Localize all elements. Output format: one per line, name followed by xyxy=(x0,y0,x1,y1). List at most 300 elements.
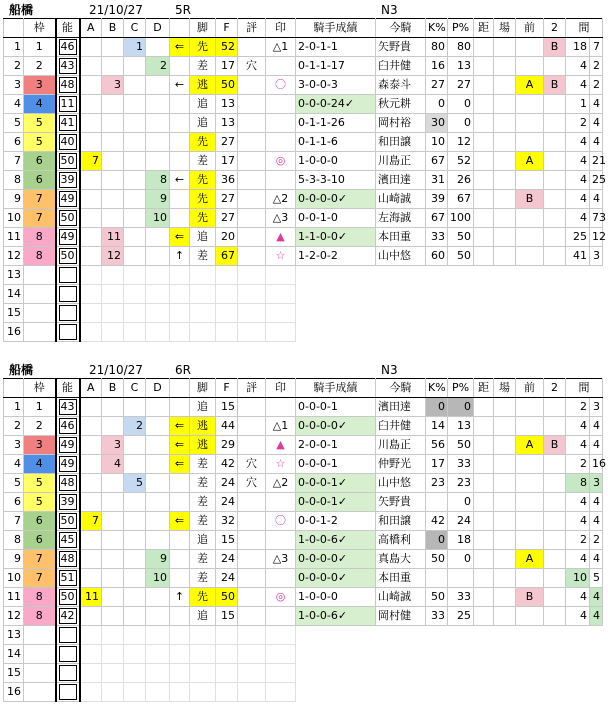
empty-cell xyxy=(494,645,516,664)
column-header xyxy=(170,379,190,398)
table-row xyxy=(4,247,603,266)
empty-row xyxy=(4,683,603,702)
ni-cell xyxy=(544,607,566,626)
k-pct-cell: 33 xyxy=(426,228,448,247)
col-c-cell xyxy=(124,228,146,247)
arrow-cell xyxy=(170,209,190,228)
col-b-cell: 12 xyxy=(102,247,124,266)
column-header: A xyxy=(80,379,102,398)
ni-cell xyxy=(544,474,566,493)
row-number: 4 xyxy=(4,95,24,114)
k-pct-cell: 80 xyxy=(426,38,448,57)
empty-cell xyxy=(124,304,146,323)
kishu-cell: 森泰斗 xyxy=(376,76,426,95)
kan-2-cell: 12 xyxy=(590,228,603,247)
col-d-cell xyxy=(146,114,170,133)
mae-cell xyxy=(516,607,544,626)
col-c-cell xyxy=(124,569,146,588)
nou-cell xyxy=(56,152,80,171)
f-cell: 44 xyxy=(216,417,238,436)
empty-cell xyxy=(376,645,426,664)
seiseki-cell: 1-2-0-2 xyxy=(296,247,376,266)
waku-cell xyxy=(24,645,56,664)
empty-cell xyxy=(238,683,266,702)
mae-cell: B xyxy=(516,190,544,209)
table-row xyxy=(4,133,603,152)
col-c-cell xyxy=(124,133,146,152)
waku-cell: 1 xyxy=(24,398,56,417)
nou-value: 43 xyxy=(60,59,75,72)
col-a-cell xyxy=(80,228,102,247)
col-c-cell xyxy=(124,607,146,626)
nou-value: 48 xyxy=(60,476,75,489)
seiseki-cell: 2-0-1-1 xyxy=(296,38,376,57)
waku-cell: 7 xyxy=(24,190,56,209)
column-header: 印 xyxy=(266,19,296,38)
hyo-cell xyxy=(238,493,266,512)
row-number: 16 xyxy=(4,323,24,342)
nou-value xyxy=(59,267,77,283)
kan-1-cell: 4 xyxy=(566,588,590,607)
p-pct-cell: 12 xyxy=(448,133,474,152)
nou-value: 43 xyxy=(60,400,75,413)
empty-cell xyxy=(296,683,376,702)
seiseki-cell: 1-0-0-6✓ xyxy=(296,531,376,550)
shirushi-cell xyxy=(266,493,296,512)
col-b-cell xyxy=(102,152,124,171)
col-d-cell xyxy=(146,95,170,114)
nou-value: 39 xyxy=(60,495,75,508)
arrow-cell: ↑ xyxy=(170,588,190,607)
column-header: 今騎 xyxy=(376,19,426,38)
empty-cell xyxy=(80,285,102,304)
kyaku-cell: 差 xyxy=(190,512,216,531)
nou-cell xyxy=(56,569,80,588)
col-a-cell xyxy=(80,38,102,57)
kyo-cell xyxy=(474,228,494,247)
p-pct-cell: 50 xyxy=(448,247,474,266)
table-row xyxy=(4,607,603,626)
ni-cell xyxy=(544,95,566,114)
waku-cell: 5 xyxy=(24,133,56,152)
hyo-cell xyxy=(238,531,266,550)
shirushi-cell xyxy=(266,114,296,133)
kishu-cell: 川島正 xyxy=(376,436,426,455)
row-number: 12 xyxy=(4,247,24,266)
f-cell: 24 xyxy=(216,474,238,493)
kyo-cell xyxy=(474,474,494,493)
column-header: 前 xyxy=(516,379,544,398)
col-a-cell xyxy=(80,436,102,455)
empty-cell xyxy=(566,626,590,645)
kan-2-cell: 4 xyxy=(590,493,603,512)
kyaku-cell: 追 xyxy=(190,228,216,247)
seiseki-cell: 1-0-0-6✓ xyxy=(296,607,376,626)
col-b-cell xyxy=(102,588,124,607)
waku-cell: 3 xyxy=(24,76,56,95)
kan-1-cell: 4 xyxy=(566,57,590,76)
p-pct-cell: 100 xyxy=(448,209,474,228)
empty-cell xyxy=(80,323,102,342)
ba-cell xyxy=(494,57,516,76)
column-header: 騎手成績 xyxy=(296,19,376,38)
col-c-cell xyxy=(124,247,146,266)
row-number: 7 xyxy=(4,152,24,171)
venue: 船橋 xyxy=(9,3,34,17)
race-header xyxy=(3,2,603,19)
nou-value: 51 xyxy=(60,571,75,584)
row-number: 15 xyxy=(4,664,24,683)
empty-cell xyxy=(266,664,296,683)
empty-cell xyxy=(216,683,238,702)
shirushi-cell: ☆ xyxy=(266,455,296,474)
table-row xyxy=(4,493,603,512)
hyo-cell xyxy=(238,550,266,569)
empty-cell xyxy=(80,266,102,285)
empty-cell xyxy=(448,304,474,323)
nou-cell xyxy=(56,190,80,209)
row-number: 5 xyxy=(4,114,24,133)
table-row xyxy=(4,57,603,76)
col-d-cell: 9 xyxy=(146,550,170,569)
nou-cell xyxy=(56,114,80,133)
col-a-cell xyxy=(80,531,102,550)
kan-1-cell: 18 xyxy=(566,38,590,57)
empty-cell xyxy=(146,645,170,664)
mae-cell xyxy=(516,512,544,531)
k-pct-cell: 67 xyxy=(426,209,448,228)
col-c-cell xyxy=(124,190,146,209)
k-pct-cell: 0 xyxy=(426,531,448,550)
col-d-cell xyxy=(146,398,170,417)
empty-cell xyxy=(474,266,494,285)
ni-cell xyxy=(544,550,566,569)
kyaku-cell: 差 xyxy=(190,57,216,76)
date: 21/10/27 xyxy=(89,3,143,17)
nou-value: 50 xyxy=(60,211,75,224)
empty-cell xyxy=(566,664,590,683)
p-pct-cell: 67 xyxy=(448,190,474,209)
row-number: 1 xyxy=(4,38,24,57)
f-cell: 17 xyxy=(216,57,238,76)
nou-cell xyxy=(56,455,80,474)
empty-cell xyxy=(544,645,566,664)
kyaku-cell: 逃 xyxy=(190,417,216,436)
col-c-cell xyxy=(124,455,146,474)
empty-cell xyxy=(266,626,296,645)
shirushi-cell xyxy=(266,569,296,588)
row-number: 5 xyxy=(4,474,24,493)
empty-cell xyxy=(376,683,426,702)
waku-cell: 8 xyxy=(24,607,56,626)
seiseki-cell: 0-1-1-26 xyxy=(296,114,376,133)
column-header: 騎手成績 xyxy=(296,379,376,398)
col-d-cell xyxy=(146,38,170,57)
kyo-cell xyxy=(474,95,494,114)
arrow-cell xyxy=(170,398,190,417)
seiseki-cell: 0-0-0-1 xyxy=(296,455,376,474)
empty-cell xyxy=(238,304,266,323)
col-c-cell xyxy=(124,531,146,550)
ni-cell xyxy=(544,114,566,133)
nou-cell xyxy=(56,38,80,57)
empty-cell xyxy=(296,323,376,342)
f-cell: 15 xyxy=(216,398,238,417)
empty-cell xyxy=(544,323,566,342)
nou-cell xyxy=(56,95,80,114)
f-cell: 50 xyxy=(216,588,238,607)
column-header: F xyxy=(216,19,238,38)
kan-2-cell: 21 xyxy=(590,152,603,171)
empty-cell xyxy=(448,645,474,664)
f-cell: 24 xyxy=(216,493,238,512)
ni-cell xyxy=(544,531,566,550)
table-row xyxy=(4,95,603,114)
seiseki-cell: 0-1-1-6 xyxy=(296,133,376,152)
empty-cell xyxy=(494,626,516,645)
waku-cell xyxy=(24,683,56,702)
col-b-cell xyxy=(102,607,124,626)
empty-cell xyxy=(566,323,590,342)
kyaku-cell: 先 xyxy=(190,190,216,209)
kan-1-cell: 41 xyxy=(566,247,590,266)
kyaku-cell: 逃 xyxy=(190,76,216,95)
hyo-cell xyxy=(238,417,266,436)
waku-cell: 8 xyxy=(24,228,56,247)
kan-1-cell: 2 xyxy=(566,531,590,550)
column-header: K% xyxy=(426,19,448,38)
k-pct-cell: 14 xyxy=(426,417,448,436)
shirushi-cell xyxy=(266,171,296,190)
kishu-cell: 矢野貴 xyxy=(376,38,426,57)
nou-value xyxy=(59,324,77,340)
empty-row xyxy=(4,323,603,342)
hyo-cell xyxy=(238,38,266,57)
table-row xyxy=(4,228,603,247)
empty-cell xyxy=(376,285,426,304)
empty-row xyxy=(4,664,603,683)
kyaku-cell: 差 xyxy=(190,550,216,569)
row-number: 2 xyxy=(4,57,24,76)
table-row xyxy=(4,417,603,436)
empty-cell xyxy=(516,626,544,645)
mae-cell: A xyxy=(516,152,544,171)
row-number: 9 xyxy=(4,550,24,569)
f-cell: 36 xyxy=(216,171,238,190)
empty-cell xyxy=(170,683,190,702)
kan-1-cell: 4 xyxy=(566,417,590,436)
empty-cell xyxy=(448,664,474,683)
row-number: 14 xyxy=(4,285,24,304)
empty-cell xyxy=(80,645,102,664)
empty-cell xyxy=(266,304,296,323)
ba-cell xyxy=(494,455,516,474)
kishu-cell: 左海誠 xyxy=(376,209,426,228)
col-a-cell: 7 xyxy=(80,512,102,531)
nou-cell xyxy=(56,57,80,76)
kyaku-cell: 追 xyxy=(190,398,216,417)
ni-cell xyxy=(544,569,566,588)
hyo-cell xyxy=(238,588,266,607)
arrow-cell xyxy=(170,114,190,133)
empty-cell xyxy=(448,626,474,645)
shirushi-cell: 〇 xyxy=(266,76,296,95)
empty-cell xyxy=(544,304,566,323)
hyo-cell xyxy=(238,95,266,114)
nou-cell xyxy=(56,209,80,228)
col-d-cell xyxy=(146,531,170,550)
nou-cell xyxy=(56,323,80,342)
nou-cell xyxy=(56,171,80,190)
mae-cell xyxy=(516,569,544,588)
mae-cell: A xyxy=(516,550,544,569)
f-cell: 17 xyxy=(216,152,238,171)
mae-cell xyxy=(516,247,544,266)
kyo-cell xyxy=(474,57,494,76)
waku-cell: 7 xyxy=(24,569,56,588)
nou-value: 45 xyxy=(60,533,75,546)
row-number: 9 xyxy=(4,190,24,209)
empty-cell xyxy=(146,266,170,285)
k-pct-cell: 23 xyxy=(426,474,448,493)
column-header: 前 xyxy=(516,19,544,38)
kyo-cell xyxy=(474,398,494,417)
empty-cell xyxy=(238,323,266,342)
p-pct-cell: 33 xyxy=(448,588,474,607)
mae-cell xyxy=(516,455,544,474)
seiseki-cell: 0-0-0-24✓ xyxy=(296,95,376,114)
nou-value: 50 xyxy=(60,514,75,527)
ba-cell xyxy=(494,588,516,607)
col-a-cell xyxy=(80,474,102,493)
ni-cell xyxy=(544,455,566,474)
ni-cell xyxy=(544,512,566,531)
row-number: 3 xyxy=(4,76,24,95)
nou-cell xyxy=(56,417,80,436)
row-number: 10 xyxy=(4,569,24,588)
hyo-cell xyxy=(238,190,266,209)
empty-cell xyxy=(494,304,516,323)
column-header: 評 xyxy=(238,19,266,38)
empty-cell xyxy=(376,266,426,285)
empty-cell xyxy=(190,664,216,683)
race-header xyxy=(3,362,603,379)
nou-value xyxy=(59,286,77,302)
row-number: 13 xyxy=(4,266,24,285)
waku-cell: 8 xyxy=(24,588,56,607)
empty-cell xyxy=(266,323,296,342)
kan-2-cell: 25 xyxy=(590,171,603,190)
hyo-cell xyxy=(238,512,266,531)
nou-value: 42 xyxy=(60,609,75,622)
waku-cell: 5 xyxy=(24,474,56,493)
k-pct-cell: 31 xyxy=(426,171,448,190)
seiseki-cell: 0-0-0-0✓ xyxy=(296,550,376,569)
col-a-cell xyxy=(80,114,102,133)
waku-cell xyxy=(24,626,56,645)
col-c-cell xyxy=(124,588,146,607)
ni-cell xyxy=(544,133,566,152)
column-header: 2 xyxy=(544,379,566,398)
column-header xyxy=(170,19,190,38)
col-a-cell xyxy=(80,607,102,626)
waku-cell: 5 xyxy=(24,114,56,133)
kyo-cell xyxy=(474,152,494,171)
empty-cell xyxy=(170,645,190,664)
empty-cell xyxy=(170,285,190,304)
kishu-cell: 山中悠 xyxy=(376,247,426,266)
shirushi-cell xyxy=(266,398,296,417)
empty-cell xyxy=(448,323,474,342)
col-c-cell: 2 xyxy=(124,417,146,436)
column-header: 枠 xyxy=(24,379,56,398)
kan-2-cell: 2 xyxy=(590,76,603,95)
kyo-cell xyxy=(474,531,494,550)
shirushi-cell xyxy=(266,531,296,550)
empty-cell xyxy=(124,683,146,702)
shirushi-cell: △1 xyxy=(266,38,296,57)
kishu-cell: 和田譲 xyxy=(376,512,426,531)
col-c-cell xyxy=(124,152,146,171)
table-row xyxy=(4,398,603,417)
shirushi-cell: ☆ xyxy=(266,247,296,266)
empty-cell xyxy=(238,266,266,285)
empty-cell xyxy=(566,266,590,285)
mae-cell xyxy=(516,228,544,247)
kan-1-cell: 2 xyxy=(566,455,590,474)
empty-cell xyxy=(102,645,124,664)
kyo-cell xyxy=(474,588,494,607)
mae-cell xyxy=(516,493,544,512)
kishu-cell: 本田重 xyxy=(376,569,426,588)
empty-cell xyxy=(102,266,124,285)
kyaku-cell: 先 xyxy=(190,588,216,607)
k-pct-cell: 50 xyxy=(426,550,448,569)
row-number: 12 xyxy=(4,607,24,626)
hyo-cell xyxy=(238,436,266,455)
ba-cell xyxy=(494,512,516,531)
kyo-cell xyxy=(474,171,494,190)
col-a-cell xyxy=(80,550,102,569)
col-b-cell xyxy=(102,417,124,436)
kishu-cell: 山崎誠 xyxy=(376,588,426,607)
empty-cell xyxy=(426,645,448,664)
p-pct-cell: 13 xyxy=(448,417,474,436)
p-pct-cell: 0 xyxy=(448,114,474,133)
empty-cell xyxy=(170,304,190,323)
column-header: 場 xyxy=(494,19,516,38)
col-d-cell xyxy=(146,474,170,493)
column-header: 間 xyxy=(566,379,603,398)
arrow-cell xyxy=(170,152,190,171)
seiseki-cell: 0-0-1-0 xyxy=(296,209,376,228)
f-cell: 42 xyxy=(216,455,238,474)
row-number: 8 xyxy=(4,171,24,190)
empty-row xyxy=(4,304,603,323)
table-row xyxy=(4,76,603,95)
kyo-cell xyxy=(474,550,494,569)
kan-1-cell: 4 xyxy=(566,607,590,626)
venue: 船橋 xyxy=(9,363,34,377)
empty-cell xyxy=(474,285,494,304)
kyo-cell xyxy=(474,512,494,531)
column-header: B xyxy=(102,19,124,38)
empty-cell xyxy=(494,683,516,702)
nou-cell xyxy=(56,247,80,266)
seiseki-cell: 5-3-3-10 xyxy=(296,171,376,190)
kan-2-cell: 4 xyxy=(590,550,603,569)
empty-cell xyxy=(80,683,102,702)
